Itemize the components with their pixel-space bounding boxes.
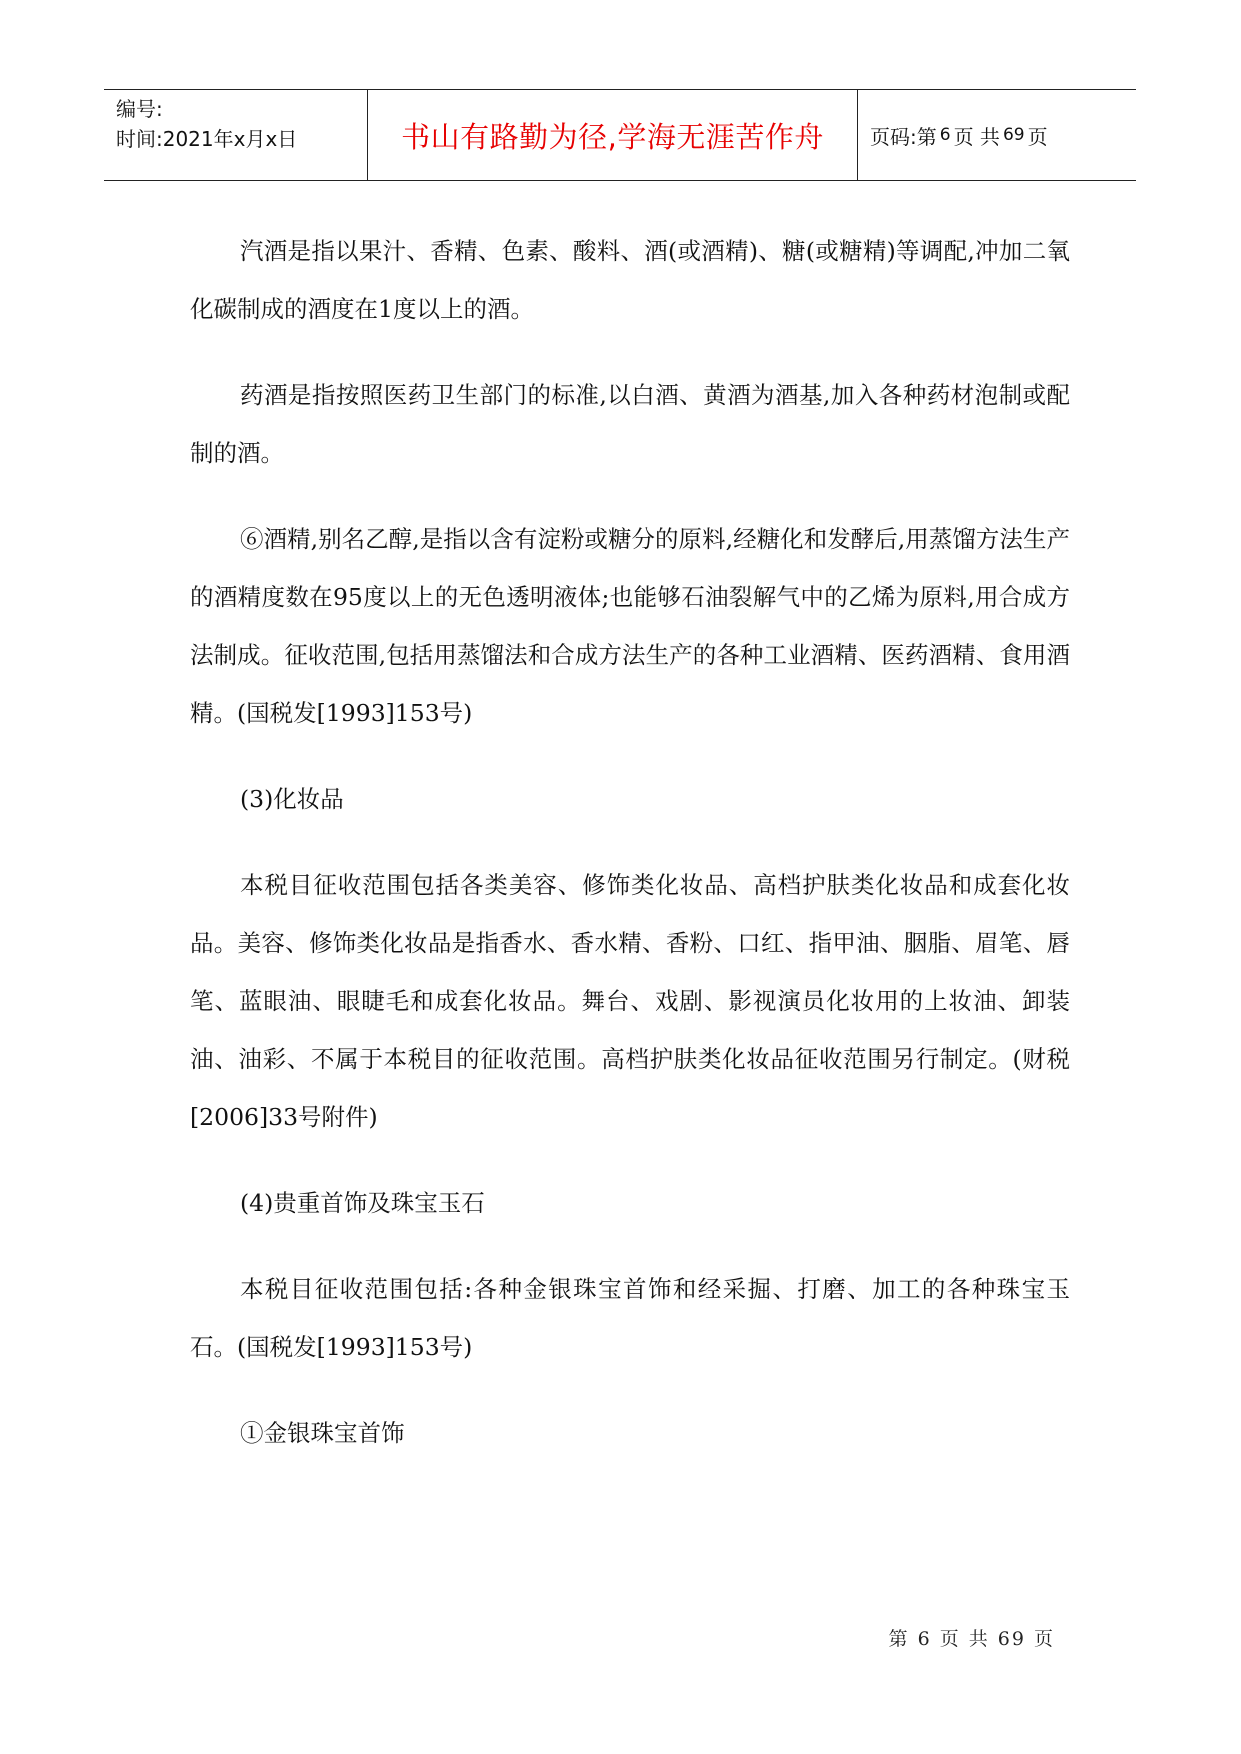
section-heading-cosmetics: (3)化妆品 (240, 785, 344, 813)
page-mid: 页 共 (953, 124, 1000, 149)
page-total: 69 (1002, 125, 1025, 145)
section-heading-jewelry: (4)贵重首饰及珠宝玉石 (240, 1189, 485, 1217)
paragraph-jewelry-scope: 本税目征收范围包括:各种金银珠宝首饰和经采掘、打磨、加工的各种珠宝玉石。(国税发[1993]153号) (190, 1275, 1070, 1361)
paragraph-medicinal-wine: 药酒是指按照医药卫生部门的标准,以白酒、黄酒为酒基,加入各种药材泡制或配制的酒。 (190, 381, 1070, 467)
paragraph-cosmetics-scope: 本税目征收范围包括各类美容、修饰类化妆品、高档护肤类化妆品和成套化妆品。美容、修饰类化妆品是指香水、香水精、香粉、口红、指甲油、胭脂、眉笔、唇笔、蓝眼油、眼睫毛和成套化妆品。舞台、戏剧、影视演员化妆用的上妆油、卸装油、油彩、不属于本税目的征收范围。高档护肤类化妆品征收范围另行制定。(财税[2006]33号附件) (190, 871, 1070, 1131)
page-current: 6 (939, 125, 951, 145)
header-left-cell (104, 90, 368, 180)
document-body (190, 222, 1070, 1490)
paragraph-alcohol: ⑥酒精,别名乙醇,是指以含有淀粉或糖分的原料,经糖化和发酵后,用蒸馏方法生产的酒精度数在95度以上的无色透明液体;也能够石油裂解气中的乙烯为原料,用合成方法制成。征收范围,包括用蒸馏法和合成方法生产的各种工业酒精、医药酒精、食用酒精。(国税发[1993]153号) (190, 525, 1070, 727)
serial-number-label: 编号: (116, 97, 163, 121)
date-label: 时间:2021年x月x日 (116, 127, 298, 151)
page-header (104, 89, 1136, 181)
page-suffix: 页 (1027, 124, 1048, 149)
page-prefix: 页码:第 (870, 124, 937, 149)
page-footer: 第 6 页 共 69 页 (888, 1628, 1055, 1650)
subheading-gold-silver-jewelry: ①金银珠宝首饰 (240, 1419, 405, 1447)
paragraph-sparkling-wine: 汽酒是指以果汁、香精、色素、酸料、酒(或酒精)、糖(或糖精)等调配,冲加二氧化碳制成的酒度在1度以上的酒。 (190, 237, 1070, 323)
header-motto: 书山有路勤为径,学海无涯苦作舟 (368, 90, 858, 180)
header-page-number (858, 90, 1136, 180)
